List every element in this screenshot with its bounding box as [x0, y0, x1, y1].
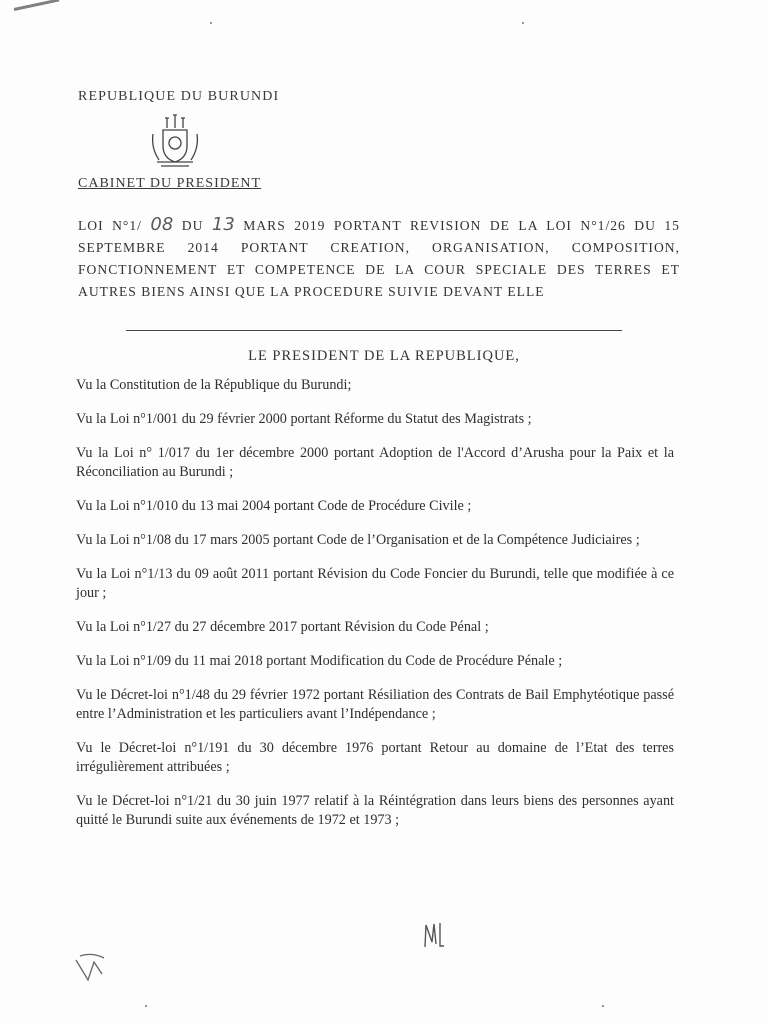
visa-paragraph: Vu la Loi n°1/010 du 13 mai 2004 portant Code de Procédure Civile ;: [76, 498, 472, 514]
handwritten-initials: [422, 920, 446, 950]
scan-speck: [522, 22, 524, 24]
scan-speck: [210, 22, 212, 24]
visa-paragraph: Vu la Loi n°1/27 du 27 décembre 2017 portant Révision du Code Pénal ;: [76, 619, 489, 635]
visa-paragraph: Vu la Loi n°1/08 du 17 mars 2005 portant Code de l’Organisation et de la Compétence Judiciaires ;: [76, 532, 640, 548]
law-title-du: DU: [181, 218, 204, 233]
law-title-rest: MARS 2019 PORTANT REVISION DE LA LOI N°1/26 DU 15 SEPTEMBRE 2014 PORTANT CREATION, ORGANISATION, COMPOSITION, FONCTIONNEMENT ET COMPETENCE DE LA COUR SPECIALE DES TERRES ET AUTRES BIENS AINSI QUE LA PROCEDURE SUIVIE DEVANT ELLE: [78, 218, 680, 299]
scan-speck: [145, 1005, 147, 1007]
visa-paragraph: Vu le Décret-loi n°1/48 du 29 février 1972 portant Résiliation des Contrats de Bail Emphytéotique passé entre l’Administration et les particuliers avant l’Indépendance ;: [76, 687, 674, 722]
visa-paragraph: Vu le Décret-loi n°1/191 du 30 décembre 1976 portant Retour au domaine de l’Etat des terres irrégulièrement attribuées ;: [76, 740, 674, 775]
title-divider: [126, 330, 622, 331]
law-number-handwritten: 08: [150, 214, 174, 235]
handwritten-corner-mark: [74, 950, 114, 984]
visa-list: [76, 376, 674, 845]
visa-paragraph: Vu la Loi n°1/001 du 29 février 2000 portant Réforme du Statut des Magistrats ;: [76, 411, 532, 427]
scan-mark: [14, 0, 60, 11]
law-title-prefix: LOI N°1/: [78, 218, 142, 233]
coat-of-arms-icon: [145, 112, 205, 172]
law-title: [78, 214, 680, 303]
visa-paragraph: Vu la Loi n°1/09 du 11 mai 2018 portant Modification du Code de Procédure Pénale ;: [76, 653, 563, 669]
scan-speck: [602, 1005, 604, 1007]
law-day-handwritten: 13: [211, 214, 235, 235]
president-heading: LE PRESIDENT DE LA REPUBLIQUE,: [248, 348, 520, 364]
visa-paragraph: Vu la Loi n°1/13 du 09 août 2011 portant Révision du Code Foncier du Burundi, telle que modifiée à ce jour ;: [76, 566, 674, 601]
visa-paragraph: Vu le Décret-loi n°1/21 du 30 juin 1977 relatif à la Réintégration dans leurs biens des personnes ayant quitté le Burundi suite aux événements de 1972 et 1973 ;: [76, 793, 674, 828]
visa-paragraph: Vu la Loi n° 1/017 du 1er décembre 2000 portant Adoption de l'Accord d’Arusha pour la Paix et la Réconciliation au Burundi ;: [76, 445, 674, 480]
country-header: REPUBLIQUE DU BURUNDI: [78, 89, 280, 104]
visa-paragraph: Vu la Constitution de la République du Burundi;: [76, 377, 352, 393]
cabinet-heading: CABINET DU PRESIDENT: [78, 176, 262, 191]
